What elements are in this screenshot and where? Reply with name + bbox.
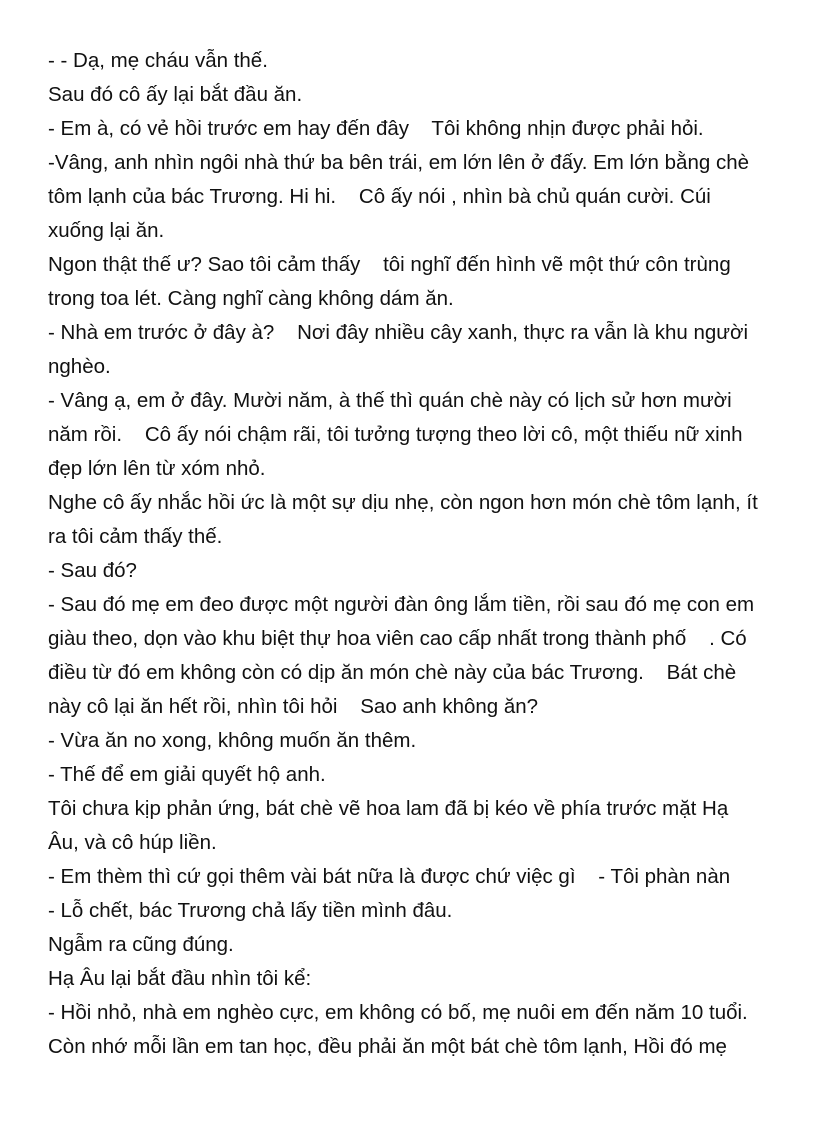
text-line: Nghe cô ấy nhắc hồi ức là một sự dịu nhẹ, còn ngon hơn món chè tôm lạnh, ít bbox=[48, 491, 758, 514]
text-line: -Vâng, anh nhìn ngôi nhà thứ ba bên trái, em lớn lên ở đấy. Em lớn bằng chè bbox=[48, 151, 749, 174]
text-line: Còn nhớ mỗi lần em tan học, đều phải ăn một bát chè tôm lạnh, Hồi đó mẹ bbox=[48, 1035, 727, 1058]
text-line: - Hồi nhỏ, nhà em nghèo cực, em không có bố, mẹ nuôi em đến năm 10 tuổi. bbox=[48, 1001, 748, 1024]
text-line: Sau đó cô ấy lại bắt đầu ăn. bbox=[48, 83, 303, 106]
text-line: này cô lại ăn hết rồi, nhìn tôi hỏi Sao anh không ăn? bbox=[48, 695, 539, 718]
text-line: - Em à, có vẻ hồi trước em hay đến đây Tôi không nhịn được phải hỏi. bbox=[48, 117, 704, 140]
text-line: Ngon thật thế ư? Sao tôi cảm thấy tôi nghĩ đến hình vẽ một thứ côn trùng bbox=[48, 253, 731, 276]
text-line: - Lỗ chết, bác Trương chả lấy tiền mình đâu. bbox=[48, 899, 453, 922]
text-line: đẹp lớn lên từ xóm nhỏ. bbox=[48, 457, 266, 480]
text-line: trong toa lét. Càng nghĩ càng không dám ăn. bbox=[48, 287, 454, 310]
text-line: - Sau đó mẹ em đeo được một người đàn ông lắm tiền, rồi sau đó mẹ con em bbox=[48, 593, 755, 616]
text-line: - Thế để em giải quyết hộ anh. bbox=[48, 763, 326, 786]
text-line: xuống lại ăn. bbox=[48, 219, 165, 242]
text-line: - Em thèm thì cứ gọi thêm vài bát nữa là được chứ việc gì - Tôi phàn nàn bbox=[48, 865, 731, 888]
text-line: - Sau đó? bbox=[48, 559, 137, 582]
text-line: Hạ Âu lại bắt đầu nhìn tôi kể: bbox=[48, 967, 312, 990]
text-line: - Vừa ăn no xong, không muốn ăn thêm. bbox=[48, 729, 417, 752]
text-line: Tôi chưa kịp phản ứng, bát chè vẽ hoa lam đã bị kéo về phía trước mặt Hạ bbox=[48, 797, 729, 820]
document-page bbox=[48, 44, 788, 1064]
text-line: Ngẫm ra cũng đúng. bbox=[48, 933, 234, 956]
text-line: nghèo. bbox=[48, 355, 111, 378]
text-line: - Vâng ạ, em ở đây. Mười năm, à thế thì quán chè này có lịch sử hơn mười bbox=[48, 389, 732, 412]
text-line: giàu theo, dọn vào khu biệt thự hoa viên cao cấp nhất trong thành phố . Có bbox=[48, 627, 747, 650]
text-line: Âu, và cô húp liền. bbox=[48, 831, 217, 854]
text-line: ra tôi cảm thấy thế. bbox=[48, 525, 223, 548]
text-line: - Nhà em trước ở đây à? Nơi đây nhiều cây xanh, thực ra vẫn là khu người bbox=[48, 321, 749, 344]
text-line: tôm lạnh của bác Trương. Hi hi. Cô ấy nói , nhìn bà chủ quán cười. Cúi bbox=[48, 185, 711, 208]
text-line: điều từ đó em không còn có dịp ăn món chè này của bác Trương. Bát chè bbox=[48, 661, 737, 684]
text-line: - - Dạ, mẹ cháu vẫn thế. bbox=[48, 49, 268, 72]
text-line: năm rồi. Cô ấy nói chậm rãi, tôi tưởng tượng theo lời cô, một thiếu nữ xinh bbox=[48, 423, 743, 446]
